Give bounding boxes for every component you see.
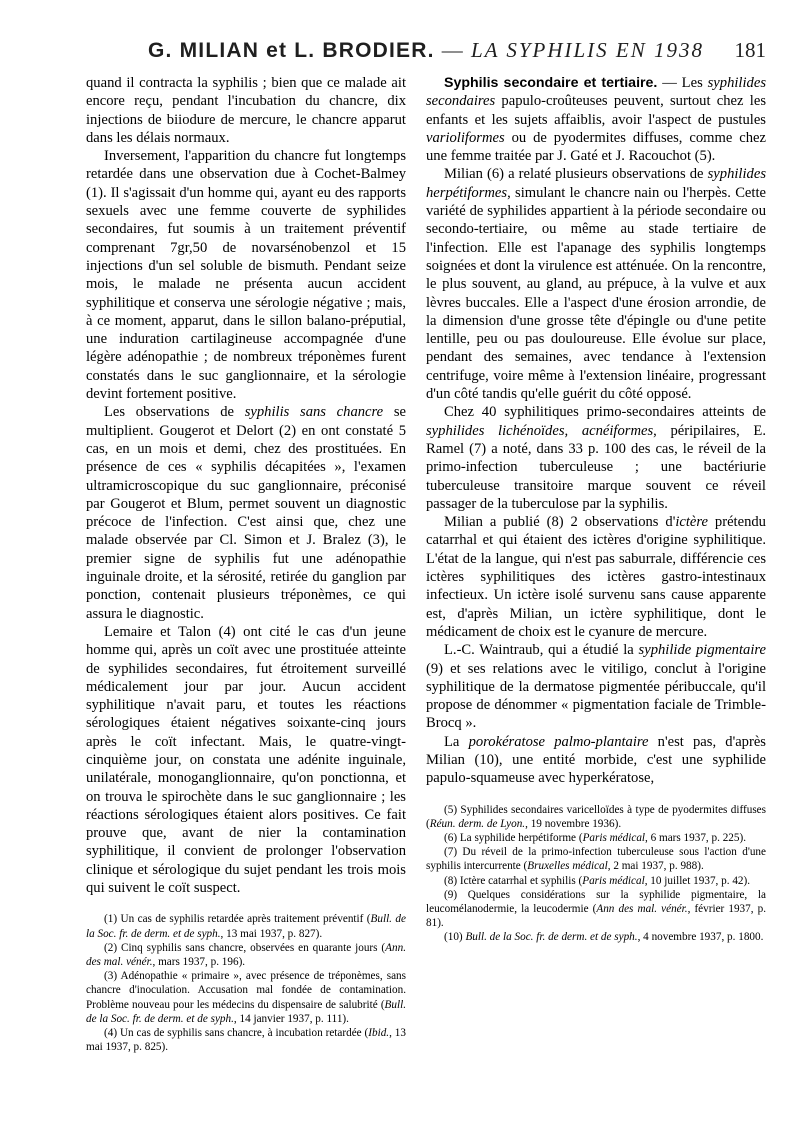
footnote: (9) Quelques considérations sur la syphilide pigmentaire, la leucomélanodermie, la leucodermie (Ann des mal. vénér., février 1937, p. 81). [426,888,766,930]
running-header [86,38,766,74]
footnote: (3) Adénopathie « primaire », avec présence de tréponèmes, sans chancre d'inoculation. Accusation mal fondée de contamination. Problème nouveau pour les médecins du dispensaire de salubrité (Bull. de la Soc. fr. de derm. et de syph., 14 janvier 1937, p. 111). [86,970,406,1025]
footnote: (2) Cinq syphilis sans chancre, observées en quarante jours (Ann. des mal. vénér., mars 1937, p. 196). [86,941,406,968]
paragraph: Milian (6) a relaté plusieurs observations de syphilides herpétiformes, simulant le chancre nain ou l'herpès. Cette variété de syphilides appartient à la période secondaire ou secondo-tertiaire, ou même au stade tertiaire de l'infection. Elle est l'apanage des syphilis longtemps soignées et dont la virulence est atténuée. On la rencontre, le plus souvent, au gland, au prépuce, à la vulve et aux lèvres buccales. Elle a l'aspect d'une érosion arrondie, de la dimension d'une grosse tête d'épingle ou d'une petite lentille, peu ou pas douloureuse. Elle évolue sur place, pendant des semaines, avec tendance à l'extension centrifuge, voire même à l'extension linéaire, progressant d'un côté tandis qu'elle guérit du côté opposé. [426,166,766,403]
footnote: (5) Syphilides secondaires varicelloïdes à type de pyodermites diffuses (Réun. derm. de Lyon., 19 novembre 1936). [426,803,766,830]
footnote: (4) Un cas de syphilis sans chancre, à incubation retardée (Ibid., 13 mai 1937, p. 825). [86,1026,406,1054]
footnote: (7) Du réveil de la primo-infection tuberculeuse sous l'action d'une syphilis intercurrente (Bruxelles médical, 2 mai 1937, p. 988). [426,846,766,873]
footnote: (10) Bull. de la Soc. fr. de derm. et de syph., 4 novembre 1937, p. 1800. [444,931,764,944]
footnote: (8) Ictère catarrhal et syphilis (Paris médical, 10 juillet 1937, p. 42). [444,874,751,887]
paragraph: Inversement, l'apparition du chancre fut longtemps retardée dans une observation due à Cochet-Balmey (1). Il s'agissait d'un homme qui, ayant eu des rapports sexuels avec une femme couverte de syphilides secondaires, fut soumis à un traitement préventif comprenant 7gr,50 de novarsénobenzol et 15 injections d'un sel soluble de bismuth. Pendant seize mois, le malade ne présenta aucun accident syphilitique et conserva une sérologie négative ; mais, à ce moment, apparut, dans le sillon balano-préputial, une induration cartilagineuse accompagnée d'une légère adénopathie ; de nombreux tréponèmes furent constatés dans le suc ganglionnaire, et la sérologie devint fortement positive. [86,148,406,403]
paragraph: quand il contracta la syphilis ; bien que ce malade ait encore reçu, pendant l'incubation du chancre, dix injections de biiodure de mercure, le chancre apparut dans les délais normaux. [86,75,406,146]
paragraph: Lemaire et Talon (4) ont cité le cas d'un jeune homme qui, après un coït avec une prostituée atteinte de syphilides secondaires, fut étroitement surveillé médicalement jour par jour. Aucun accident syphilitique n'avait paru, et toutes les réactions sérologiques étaient négatives soixante-cinq jours après le coït infectant. Mais, le quatre-vingt-cinquième jour, on constata une adénite inguinale, unilatérale, monoganglionnaire, qu'on ponctionna, et on trouva le spirochète dans le suc ganglionnaire ; les réactions sérologiques étaient alors positives. Ce fait prouve que, avant de nier la contamination syphilitique, il convient de prolonger l'observation clinique et sérologique du sujet pendant les trois mois qui suivent le coït suspect. [86,623,406,897]
journal-title: LA SYPHILIS EN 1938 [470,38,704,62]
footnote: (1) Un cas de syphilis retardée après traitement préventif (Bull. de la Soc. fr. de derm. et de syph., 13 mai 1937, p. 827). [86,913,406,940]
paragraph: Syphilis secondaire et tertiaire. — Les syphilides secondaires papulo-croûteuses peuvent, surtout chez les enfants et les sujets affaiblis, avoir l'aspect de pustules varioliformes ou de pyodermites diffuses, comme chez une femme traitée par J. Gaté et J. Racouchot (5). [426,75,766,165]
footnote-divider [86,907,406,908]
right-column [426,74,766,945]
page-number: 181 [734,38,766,62]
paragraph: La porokératose palmo-plantaire n'est pas, d'après Milian (10), une entité morbide, c'est une syphilide papulo-squameuse avec hyperkératose, [426,733,766,787]
header-authors: G. MILIAN et L. BRODIER. — LA SYPHILIS EN 1938 [148,38,704,62]
paragraph: Milian a publié (8) 2 observations d'ictère prétendu catarrhal et qui étaient des ictères d'origine syphilitique. L'état de la langue, qui n'est pas saburrale, différencie ces ictères syphilitiques des ictères gastro-intestinaux infectieux. Un ictère isolé survenu sans cause apparente est, d'après Milian, un ictère syphilitique, dont le médicament de choix est le cyanure de mercure. [426,514,766,640]
paragraph: Les observations de syphilis sans chancre se multiplient. Gougerot et Delort (2) en ont constaté 5 cas, en un mois et demi, chez des prostituées. En présence de ces « syphilis décapitées », l'examen ultramicroscopique du suc ganglionnaire, préconisé par Gougerot et Blum, permet souvent un diagnostic précoce de l'infection. C'est ainsi que, chez une malade observée par Cl. Simon et J. Bralez (3), le premier signe de syphilis fut une adénopathie inguinale droite, et la sérosité, retirée du ganglion par ponction, contenait plusieurs tréponèmes, ce qui assura le diagnostic. [86,404,406,622]
section-heading: Syphilis secondaire et tertiaire. [444,75,658,91]
paragraph: Chez 40 syphilitiques primo-secondaires atteints de syphilides lichénoïdes, acnéiformes, péripilaires, E. Ramel (7) a noté, dans 33 p. 100 des cas, le réveil de la primo-infection tuberculeuse ; une bactériurie tuberculeuse transitoire marque souvent ce réveil passager de la tuberculose par la syphilis. [426,404,766,512]
footnote-divider [426,798,746,799]
paragraph: L.-C. Waintraub, qui a étudié la syphilide pigmentaire (9) et ses relations avec le vitiligo, conclut à l'origine syphilitique de la dermatose pigmentée péribuccale, qu'il propose de dénommer « pigmentation faciale de Trimble-Brocq ». [426,642,766,732]
footnote: (6) La syphilide herpétiforme (Paris médical, 6 mars 1937, p. 225). [444,831,747,844]
left-column [86,74,406,1054]
